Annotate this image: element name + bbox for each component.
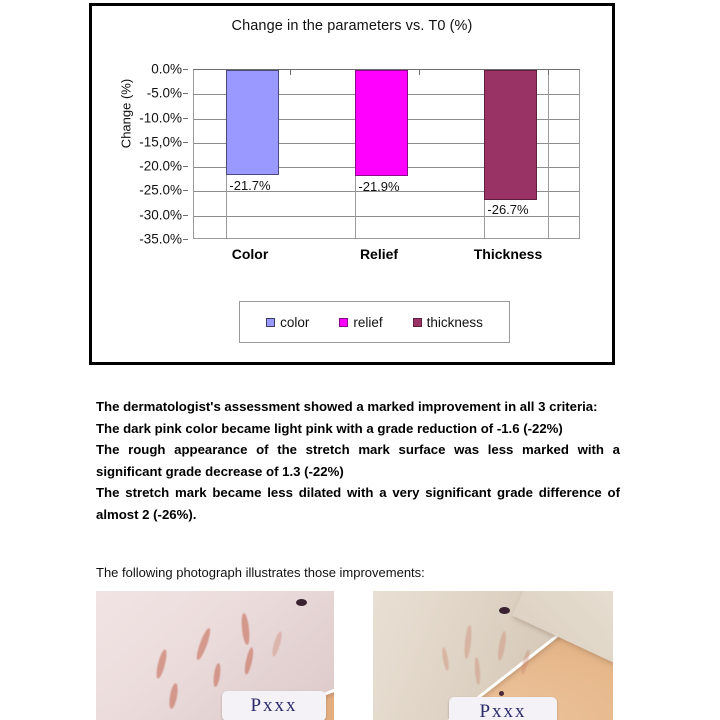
legend-item-thickness [413,315,483,330]
photo-caption: The following photograph illustrates those improvements: [96,565,425,580]
category-label-color: Color [231,246,269,262]
chart-y-axis-labels [92,61,188,247]
skin-mole [499,607,510,614]
legend-swatch-color-icon [266,318,275,327]
y-tick-label-2: -10.0% [139,109,182,125]
data-label-thickness: -26.7% [487,202,529,217]
bar-color [226,70,279,175]
bar-thickness [484,70,537,200]
chart-panel [89,3,615,365]
y-tick-mark-1 [183,93,188,94]
before-photo [96,591,334,720]
y-tick-label-7: -35.0% [139,231,182,247]
legend-swatch-relief-icon [339,318,348,327]
category-label-thickness: Thickness [473,246,543,262]
x-tick-1 [290,70,291,75]
after-photo-label-tag: Pxxx [449,697,557,720]
after-photo [373,591,613,720]
legend-label-relief: relief [353,314,383,330]
chart-y-axis-title: Change (%) [118,78,134,149]
y-tick-mark-6 [183,215,188,216]
chart-legend [239,301,510,343]
y-tick-label-6: -30.0% [139,206,182,222]
assessment-paragraph-4: The stretch mark became less dilated with a very significant grade difference of almost 2 (-26%). [96,485,620,522]
category-label-relief: Relief [359,246,399,262]
assessment-paragraph-1: The dermatologist's assessment showed a marked improvement in all 3 criteria: [96,399,598,414]
y-tick-label-5: -25.0% [139,182,182,198]
legend-item-color [266,315,309,330]
assessment-paragraph-2: The dark pink color became light pink with a grade reduction of -1.6 (-22%) [96,420,563,436]
y-tick-label-3: -15,0% [139,134,182,150]
bar-relief [355,70,408,176]
legend-item-relief [339,315,382,330]
y-tick-mark-2 [183,118,188,119]
skin-mole [499,691,504,696]
x-tick-2 [419,70,420,75]
y-tick-label-1: -5.0% [146,85,182,101]
y-tick-mark-5 [183,190,188,191]
legend-label-thickness: thickness [426,314,483,330]
y-tick-mark-0 [183,69,188,70]
y-tick-label-0: 0.0% [151,61,182,77]
x-tick-3 [548,70,549,75]
legend-swatch-thickness-icon [413,318,422,327]
assessment-text-block [96,396,620,525]
y-tick-label-4: -20.0% [139,158,182,174]
legend-label-color: color [280,314,310,330]
y-tick-mark-3 [183,142,188,143]
data-label-relief: -21.9% [358,179,400,194]
before-photo-label-tag: Pxxx [222,691,326,720]
chart-title: Change in the parameters vs. T0 (%) [231,18,473,34]
data-label-color: -21.7% [229,178,271,193]
y-tick-mark-4 [183,166,188,167]
assessment-paragraph-3: The rough appearance of the stretch mark surface was less marked with a significant grade decrease of 1.3 (-22%) [96,442,620,479]
y-tick-mark-7 [183,239,188,240]
skin-mole [296,599,307,606]
